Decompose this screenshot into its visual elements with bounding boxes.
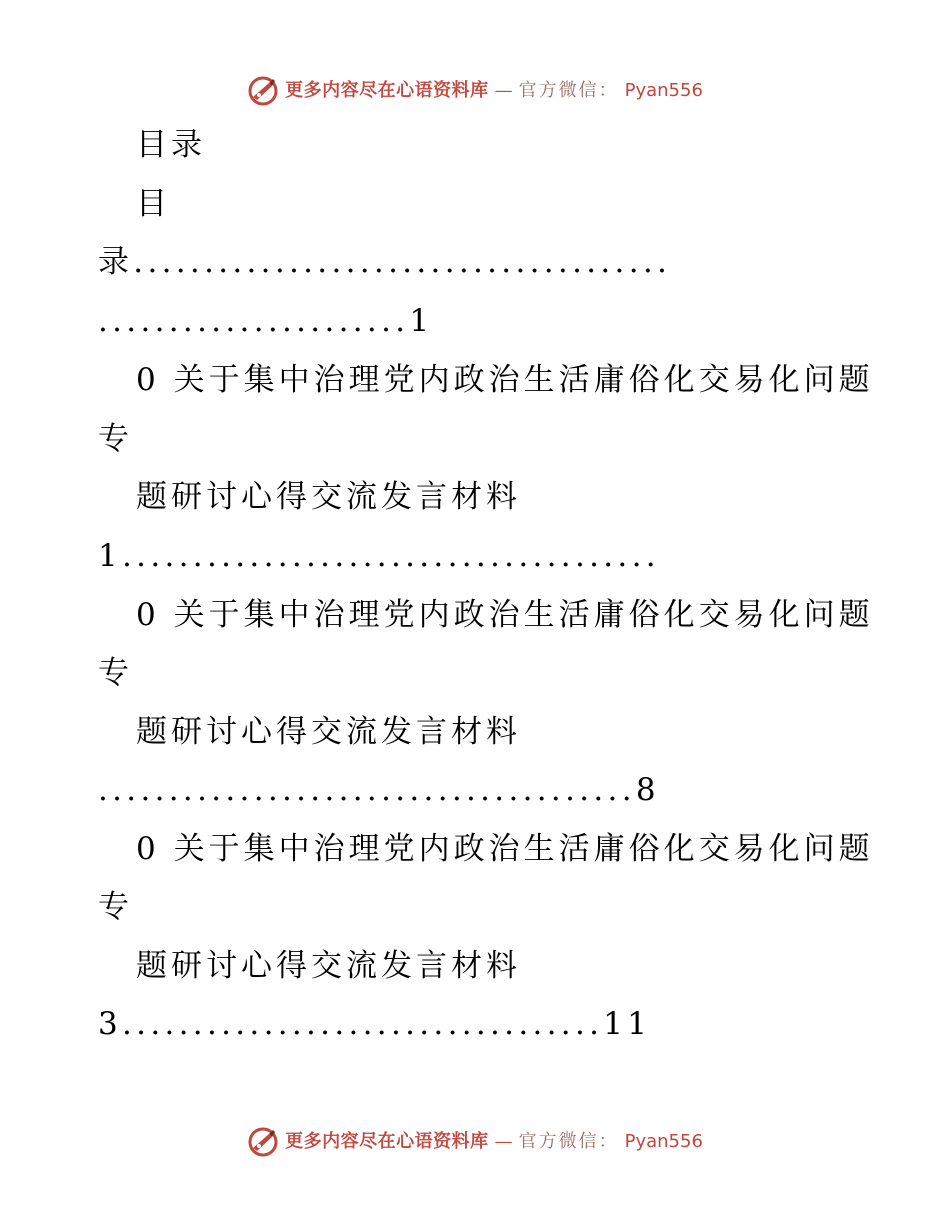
banner-wechat-id: Pyan556 bbox=[624, 80, 703, 101]
toc-line-lu-dots: 录...................................... bbox=[98, 244, 672, 280]
toc-entry-2-title: 0 关于集中治理党内政治生活庸俗化交易化问题 bbox=[136, 597, 874, 633]
toc-entry-3-title: 0 关于集中治理党内政治生活庸俗化交易化问题 bbox=[136, 831, 874, 867]
toc-entry-1-title: 0 关于集中治理党内政治生活庸俗化交易化问题 bbox=[136, 362, 874, 398]
banner-wechat-id: Pyan556 bbox=[624, 1131, 703, 1152]
toc-entry-1-subtitle: 题研讨心得交流发言材料 bbox=[136, 479, 521, 515]
banner-dash: — bbox=[494, 1131, 513, 1152]
banner-wechat-label: 官方微信： bbox=[518, 80, 619, 101]
toc-entry-1-leader: 1...................................... bbox=[98, 538, 660, 574]
toc-line-mu: 目 bbox=[136, 186, 171, 222]
pen-logo-icon bbox=[247, 1126, 279, 1158]
toc-entry-3-leader: 3..................................11 bbox=[98, 1006, 652, 1042]
toc-entry-2-leader: ......................................8 bbox=[98, 772, 660, 808]
banner-wechat-label: 官方微信： bbox=[518, 1131, 619, 1152]
banner-title: 更多内容尽在心语资料库 bbox=[285, 80, 489, 101]
toc-entry-3-subtitle: 题研讨心得交流发言材料 bbox=[136, 948, 521, 984]
toc-entry-2-title-wrap: 专 bbox=[98, 655, 133, 691]
pen-logo-icon bbox=[247, 75, 279, 107]
toc-entry-1-title-wrap: 专 bbox=[98, 421, 133, 457]
footer-banner bbox=[0, 1126, 950, 1158]
banner-dash: — bbox=[494, 80, 513, 101]
toc-heading: 目录 bbox=[136, 127, 206, 163]
header-banner bbox=[0, 75, 950, 107]
toc-entry-2-subtitle: 题研讨心得交流发言材料 bbox=[136, 714, 521, 750]
banner-title: 更多内容尽在心语资料库 bbox=[285, 1131, 489, 1152]
toc-entry-3-title-wrap: 专 bbox=[98, 889, 133, 925]
toc-line-page-1: ......................1 bbox=[98, 303, 434, 339]
